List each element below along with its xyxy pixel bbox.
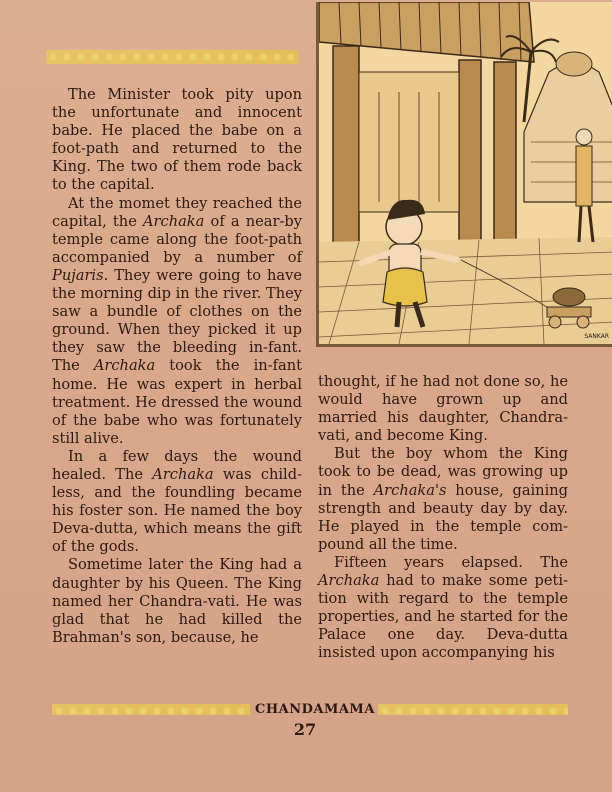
paragraph: But the boy whom the King took to be dead, was growing up in the Archaka's house, gaining strength and beauty day by day. He played in the temple com-pound all the time. [318,445,568,553]
footer-ornament-left [52,704,250,715]
page-number: 27 [293,720,317,739]
footer-ornament-right [378,704,568,715]
paragraph: At the momet they reached the capital, the Archaka of a near-by temple came along the foot-path accompanied by a number of Pujaris. They were going to have the morning dip in the river. They saw a bundle of clothes on the ground. When they picked it up they saw the bleeding in-fant. The Archaka took the in-fant home. He was expert in herbal treatment. He dressed the wound of the babe who was fortunately still alive. [52,194,303,447]
paragraph: Fifteen years elapsed. The Archaka had to make some peti-tion with regard to the temple properties, and he started for the Palace one day. Deva-dutta insisted upon accompanying his [318,553,568,662]
illustrator-signature: SANKAR [584,333,609,340]
illustration-drawing [319,2,612,344]
right-text-column [318,373,568,663]
paragraph: Sometime later the King had a daughter by his Queen. The King named her Chandra-vati. He was glad that he had killed the Brahman's son, because, he [52,556,302,646]
top-ornament-border [46,50,298,64]
story-illustration [316,2,612,347]
paragraph: thought, if he had not done so, he would have grown up and married his daughter, Chandra-vati, and become King. [318,373,568,445]
magazine-title: CHANDAMAMA [255,702,375,717]
paragraph: In a few days the wound healed. The Archaka was child-less, and the foundling became his foster son. He named the boy Deva-dutta, which means the gift of the gods. [52,447,302,556]
paragraph: The Minister took pity upon the unfortunate and innocent babe. He placed the babe on a foot-path and returned to the King. The two of them rode back to the capital. [52,86,302,194]
left-text-column [52,86,302,647]
